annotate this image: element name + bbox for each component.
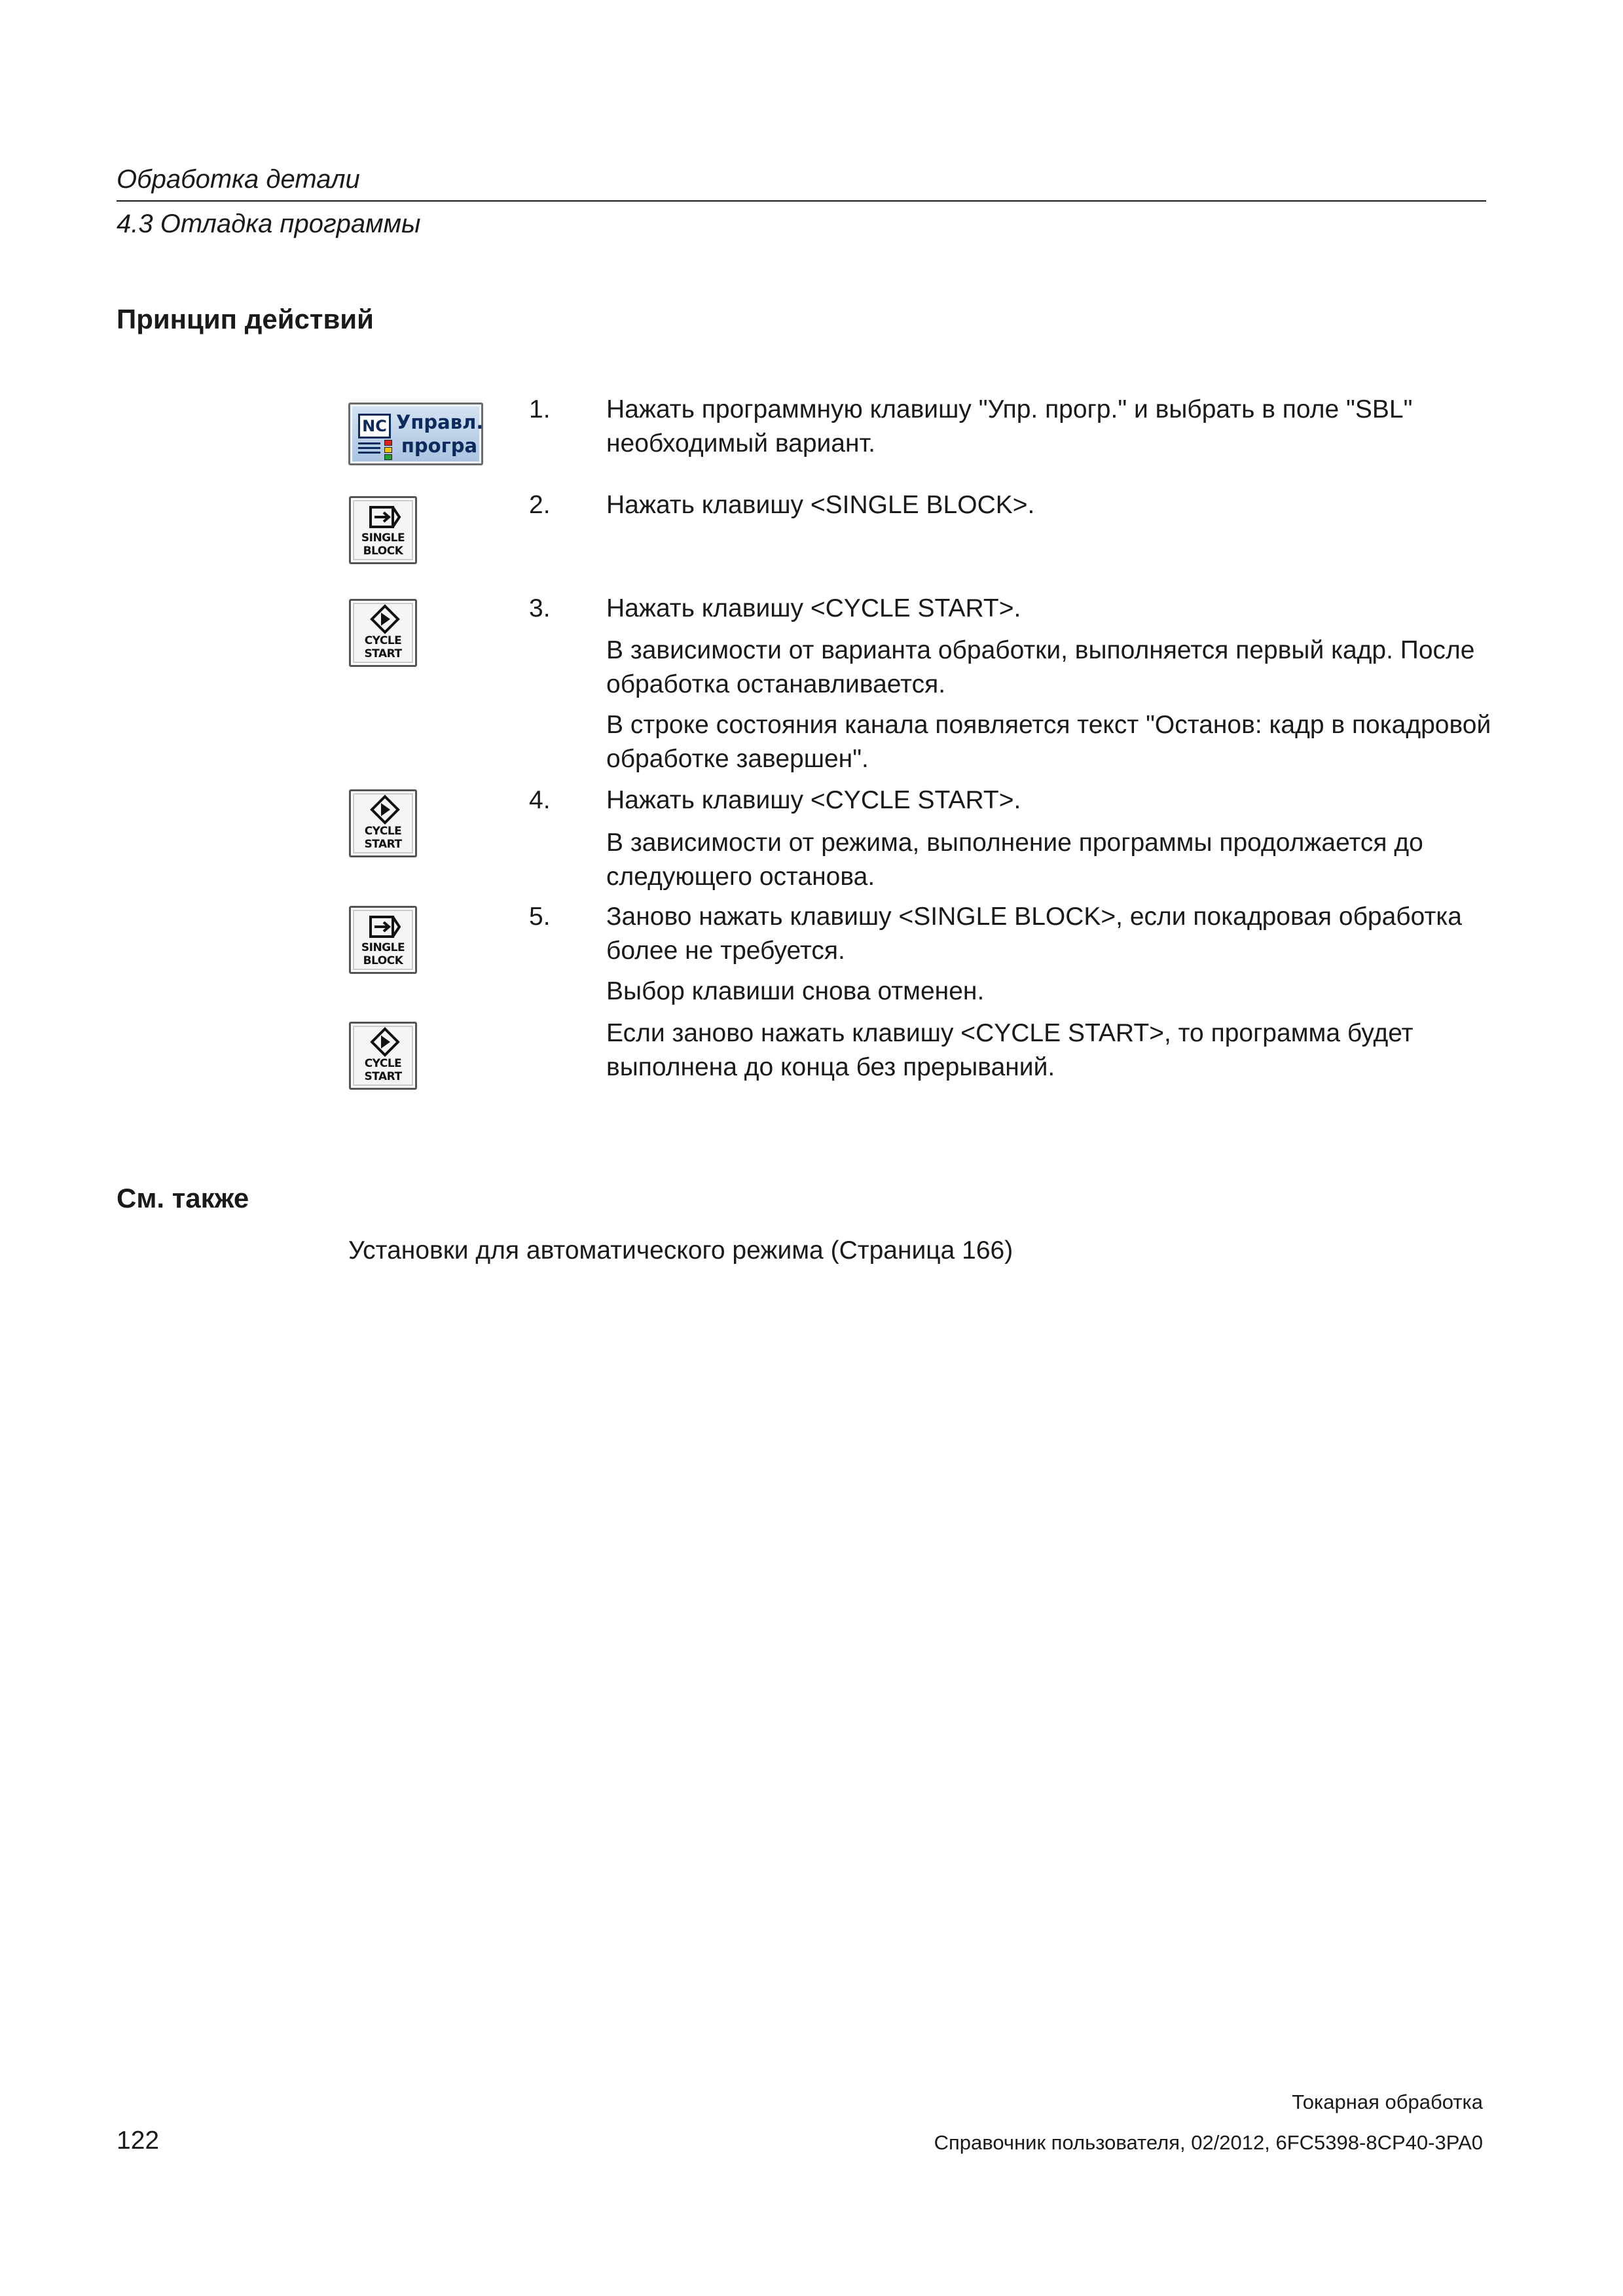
header-section-title: 4.3 Отладка программы <box>117 209 421 238</box>
page-number: 122 <box>117 2126 160 2155</box>
step-note: Выбор клавиши снова отменен. <box>606 977 985 1005</box>
step-text: Нажать клавишу <CYCLE START>. <box>606 594 1021 622</box>
step-number: 1. <box>529 395 551 423</box>
footer-product: Токарная обработка <box>1292 2090 1483 2113</box>
step-text: Нажать программную клавишу "Упр. прогр." и выбрать в поле "SBL" необходимый вариант. <box>606 395 1413 457</box>
key-label-line1: SINGLE <box>361 941 405 954</box>
key-label-line2: START <box>364 647 402 660</box>
step-note: В зависимости от режима, выполнение программы продолжается до следующего останова. <box>606 829 1423 891</box>
softkey-label-line1: Управл. <box>396 411 484 433</box>
step-text: Нажать клавишу <CYCLE START>. <box>606 786 1021 814</box>
key-label-line1: CYCLE <box>364 825 402 838</box>
key-label-line1: SINGLE <box>361 531 405 545</box>
step-text: Нажать клавишу <SINGLE BLOCK>. <box>606 491 1035 519</box>
key-label-line2: START <box>364 838 402 851</box>
step-text: Заново нажать клавишу <SINGLE BLOCK>, если покадровая обработка более не требуется. <box>606 903 1462 965</box>
footer-manual: Справочник пользователя, 02/2012, 6FC5398-8CP40-3PA0 <box>934 2131 1483 2154</box>
key-label-line1: CYCLE <box>364 1057 402 1070</box>
step-number: 3. <box>529 594 551 622</box>
step-note: В строке состояния канала появляется текст "Останов: кадр в покадровой обработке завершен". <box>606 711 1491 773</box>
key-label-line2: BLOCK <box>363 954 403 967</box>
see-also-link[interactable]: Установки для автоматического режима (Страница 166) <box>348 1236 1013 1265</box>
step-number: 4. <box>529 786 551 814</box>
nc-icon: NC <box>358 414 391 439</box>
step-note: В зависимости от варианта обработки, выполняется первый кадр. После обработка останавливается. <box>606 636 1475 698</box>
header-chapter-title: Обработка детали <box>117 165 360 194</box>
step-number: 2. <box>529 491 551 519</box>
softkey-label-line2: програ <box>401 435 478 457</box>
see-also-heading: См. также <box>117 1183 249 1213</box>
step-number: 5. <box>529 903 551 931</box>
key-label-line2: BLOCK <box>363 545 403 558</box>
step-note: Если заново нажать клавишу <CYCLE START>, то программа будет выполнена до конца без прерываний. <box>606 1019 1413 1081</box>
key-label-line1: CYCLE <box>364 634 402 647</box>
key-label-line2: START <box>364 1070 402 1083</box>
principle-heading: Принцип действий <box>117 304 374 334</box>
